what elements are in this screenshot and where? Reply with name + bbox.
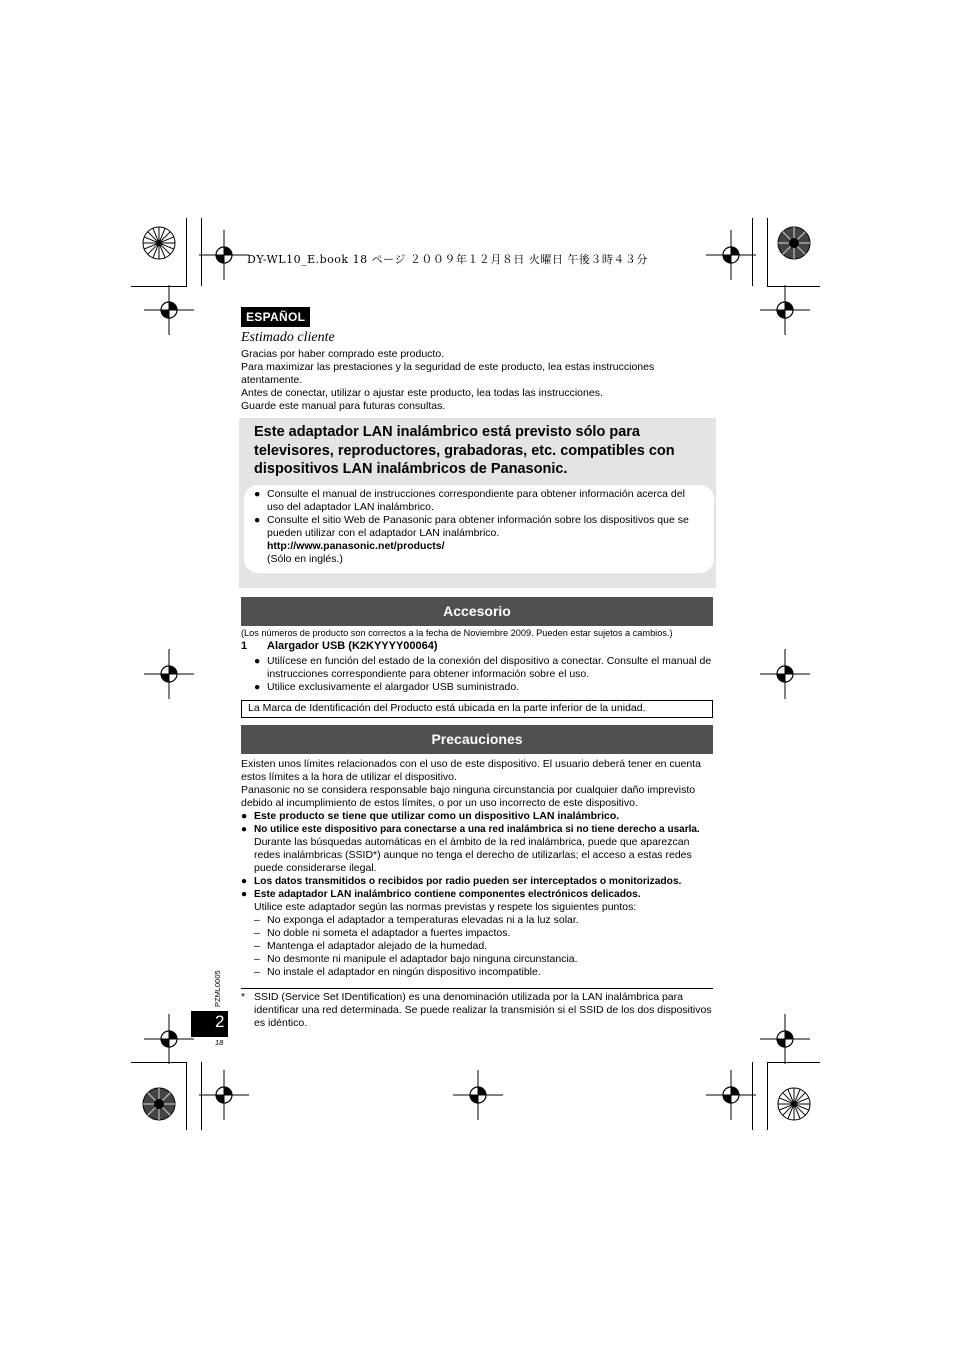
list-item: ● Utilice exclusivamente el alargador USB suministrado. (254, 681, 520, 693)
intro-line: Gracias por haber comprado este producto. (241, 348, 445, 360)
intro-line: Guarde este manual para futuras consultas. (241, 400, 446, 412)
footnote-marker: * (241, 991, 246, 1003)
greeting: Estimado cliente (241, 330, 335, 345)
language-tag: ESPAÑOL (241, 307, 310, 327)
url-note: (Sólo en inglés.) (267, 553, 343, 565)
registration-crosshair-icon (706, 230, 756, 280)
paragraph: Existen unos límites relacionados con el uso de este dispositivo. El usuario deberá tener en cuenta estos límites a la hora de utilizar el dispositivo. (241, 758, 701, 783)
intro-line: Para maximizar las prestaciones y la seguridad de este producto, lea estas instrucciones atentamente. (241, 361, 655, 386)
list-item: – No instale el adaptador en ningún dispositivo incompatible. (254, 966, 541, 978)
compatibility-notice-title: Este adaptador LAN inalámbrico está previsto sólo para televisores, reproductores, grabadoras, etc. compatibles con dispositivos LAN inalámbricos de Panasonic. (254, 424, 675, 477)
list-item: – No exponga el adaptador a temperaturas elevadas ni a la luz solar. (254, 914, 579, 926)
panasonic-url: http://www.panasonic.net/products/ (267, 540, 445, 552)
bullet-icon: ● (254, 514, 261, 526)
footnote-text: SSID (Service Set IDentification) es una denominación utilizada por la LAN inalámbrica para identificar una red determinada. Se puede realizar la transmisión si el SSID de los dos dispositivos es idéntico. (254, 991, 712, 1029)
registration-crosshair-icon (144, 285, 194, 335)
list-item: ● Utilícese en función del estado de la conexión del dispositivo a conectar. Consulte el manual de instrucciones correspondiente para obtener información sobre el uso. (254, 655, 712, 680)
page-number-small: 18 (215, 1038, 224, 1047)
list-item: ● Este producto se tiene que utilizar como un dispositivo LAN inalámbrico. (241, 810, 620, 822)
bullet-icon: ● (254, 488, 261, 500)
section-heading-precauciones: Precauciones (241, 725, 713, 754)
page-number: 2 (215, 1012, 225, 1031)
paragraph: Durante las búsquedas automáticas en el ámbito de la red inalámbrica, puede que aparezcan redes inalámbricas (SSID*) aunque no tenga el derecho de utilizarlas; el acceso a estas redes puede considerarse ilegal. (254, 836, 692, 874)
compatibility-notice-bullets (254, 488, 704, 566)
registration-rosette-icon (777, 226, 811, 260)
bullet-icon: ● (241, 889, 248, 900)
list-item: ● Este adaptador LAN inalámbrico contiene componentes electrónicos delicados. (241, 889, 641, 900)
paragraph: Utilice este adaptador según las normas previstas y respete los siguientes puntos: (254, 901, 637, 913)
bullet-icon: ● (241, 824, 248, 835)
list-item: ● Consulte el manual de instrucciones correspondiente para obtener información acerca del uso del adaptador LAN inalámbrico. (254, 488, 685, 513)
footnote (241, 991, 713, 1030)
bullet-icon: ● (241, 876, 248, 887)
product-number-note: (Los números de producto son correctos a la fecha de Noviembre 2009. Pueden estar sujetos a cambios.) (241, 628, 673, 638)
list-item: – No doble ni someta el adaptador a fuertes impactos. (254, 927, 511, 939)
list-item: ● No utilice este dispositivo para conectarse a una red inalámbrica si no tiene derecho a usarla. (241, 824, 700, 835)
paragraph: Panasonic no se considera responsable bajo ninguna circunstancia por cualquier daño imprevisto debido al incumplimiento de estos límites, o por un uso incorrecto de este dispositivo. (241, 784, 696, 809)
registration-rosette-icon (142, 1087, 176, 1121)
accessory-item: 1 Alargador USB (K2KYYYY00064) (241, 640, 438, 652)
bullet-icon: ● (254, 681, 261, 693)
accessory-bullets (254, 655, 714, 694)
list-item: ● Consulte el sitio Web de Panasonic para obtener información sobre los dispositivos que se pueden utilizar con el adaptador LAN inalámbrico. (254, 514, 689, 539)
registration-crosshair-icon (760, 1014, 810, 1064)
registration-crosshair-icon (144, 1014, 194, 1064)
footnote-divider (241, 988, 713, 989)
registration-crosshair-icon (199, 1070, 249, 1120)
registration-crosshair-icon (199, 230, 249, 280)
bullet-icon: ● (254, 655, 261, 667)
list-item: ● Los datos transmitidos o recibidos por radio pueden ser interceptados o monitorizados. (241, 876, 682, 887)
bullet-icon: ● (241, 810, 248, 822)
registration-crosshair-icon (144, 649, 194, 699)
precautions-text (241, 758, 721, 979)
registration-rosette-icon (777, 1087, 811, 1121)
registration-crosshair-icon (706, 1070, 756, 1120)
registration-crosshair-icon (760, 285, 810, 335)
registration-rosette-icon (142, 226, 176, 260)
list-item: – Mantenga el adaptador alejado de la humedad. (254, 940, 488, 952)
list-item: – No desmonte ni manipule el adaptador bajo ninguna circunstancia. (254, 953, 578, 965)
product-mark-note: La Marca de Identificación del Producto está ubicada en la parte inferior de la unidad. (241, 700, 713, 718)
intro-text (241, 348, 711, 413)
document-code: PZML0005 (213, 970, 222, 1007)
intro-line: Antes de conectar, utilizar o ajustar este producto, lea todas las instrucciones. (241, 387, 603, 399)
registration-crosshair-icon (453, 1070, 503, 1120)
registration-crosshair-icon (760, 649, 810, 699)
section-heading-accesorio: Accesorio (241, 597, 713, 626)
print-file-info: DY-WL10_E.book 18 ページ ２００９年１２月８日 火曜日 午後３時４３分 (247, 253, 648, 266)
